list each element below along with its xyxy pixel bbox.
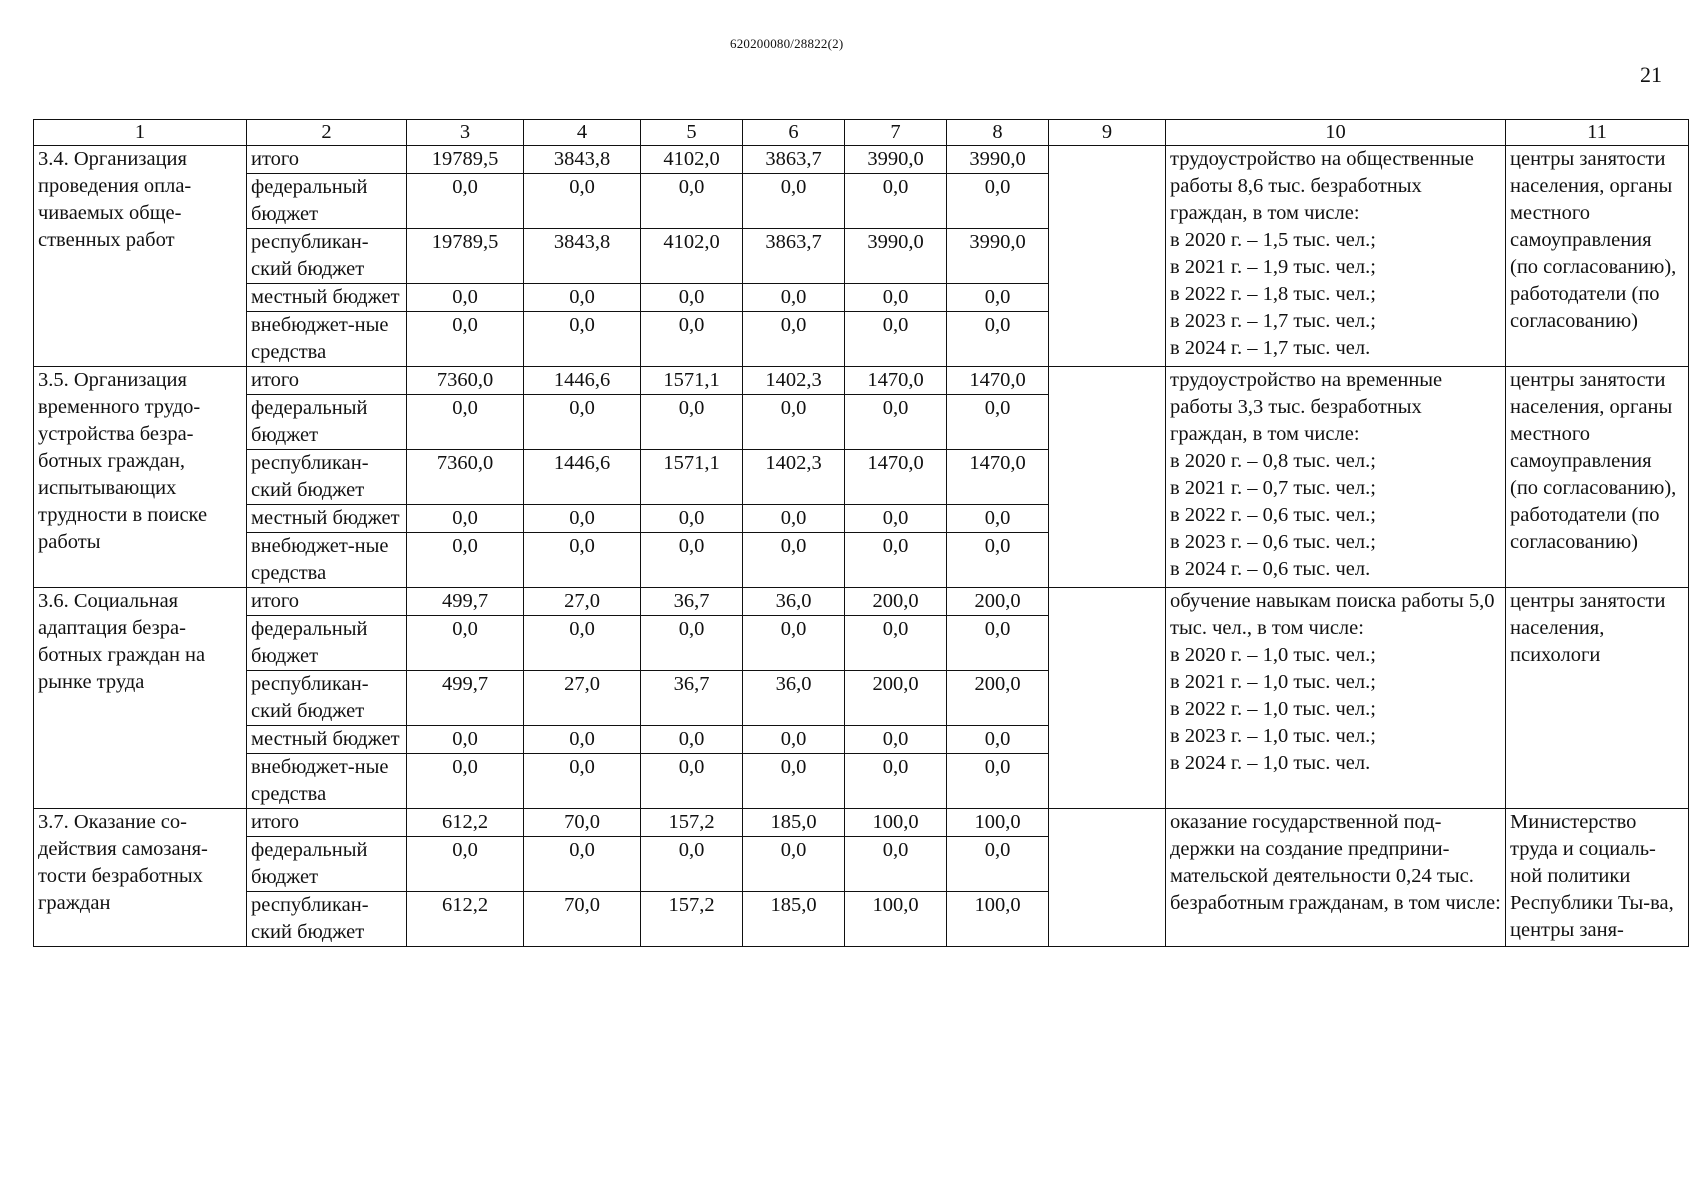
- amount-cell: 157,2: [641, 892, 743, 947]
- empty-cell: [1049, 809, 1166, 947]
- amount-cell: 0,0: [947, 837, 1049, 892]
- amount-cell: 19789,5: [407, 229, 524, 284]
- amount-cell: 0,0: [845, 837, 947, 892]
- funding-source-cell: местный бюджет: [247, 505, 407, 533]
- amount-cell: 70,0: [524, 809, 641, 837]
- activity-name-cell: 3.7. Оказание со-действия самозаня-тости безработных граждан: [34, 809, 247, 947]
- amount-cell: 0,0: [947, 174, 1049, 229]
- amount-cell: 0,0: [524, 505, 641, 533]
- amount-cell: 0,0: [524, 312, 641, 367]
- amount-cell: 3990,0: [845, 146, 947, 174]
- amount-cell: 100,0: [845, 809, 947, 837]
- column-numbers-row: [34, 120, 1689, 146]
- amount-cell: 0,0: [947, 726, 1049, 754]
- amount-cell: 1571,1: [641, 450, 743, 505]
- responsible-executors-cell: Министерство труда и социаль-ной политики Республики Ты-ва, центры заня-: [1506, 809, 1689, 947]
- table-row: [34, 588, 1689, 616]
- column-header: 3: [407, 120, 524, 146]
- amount-cell: 185,0: [743, 809, 845, 837]
- amount-cell: 0,0: [407, 505, 524, 533]
- amount-cell: 0,0: [947, 533, 1049, 588]
- amount-cell: 157,2: [641, 809, 743, 837]
- amount-cell: 0,0: [524, 726, 641, 754]
- amount-cell: 70,0: [524, 892, 641, 947]
- funding-source-cell: местный бюджет: [247, 726, 407, 754]
- amount-cell: 0,0: [524, 395, 641, 450]
- funding-source-cell: местный бюджет: [247, 284, 407, 312]
- amount-cell: 1470,0: [845, 367, 947, 395]
- funding-source-cell: федеральный бюджет: [247, 616, 407, 671]
- expected-result-cell: обучение навыкам поиска работы 5,0 тыс. чел., в том числе: в 2020 г. – 1,0 тыс. чел.; в 2021 г. – 1,0 тыс. чел.; в 2022 г. – 1,0 тыс. чел.; в 2023 г. – 1,0 тыс. чел.; в 2024 г. – 1,0 тыс. чел.: [1166, 588, 1506, 809]
- amount-cell: 0,0: [947, 284, 1049, 312]
- amount-cell: 3843,8: [524, 229, 641, 284]
- amount-cell: 0,0: [743, 312, 845, 367]
- amount-cell: 27,0: [524, 588, 641, 616]
- amount-cell: 1402,3: [743, 450, 845, 505]
- responsible-executors-cell: центры занятости населения, психологи: [1506, 588, 1689, 809]
- amount-cell: 200,0: [845, 588, 947, 616]
- amount-cell: 0,0: [845, 726, 947, 754]
- amount-cell: 0,0: [641, 616, 743, 671]
- amount-cell: 0,0: [743, 505, 845, 533]
- page-number: 21: [1640, 62, 1662, 87]
- expected-result-cell: трудоустройство на общественные работы 8,6 тыс. безработных граждан, в том числе: в 2020 г. – 1,5 тыс. чел.; в 2021 г. – 1,9 тыс. чел.; в 2022 г. – 1,8 тыс. чел.; в 2023 г. – 1,7 тыс. чел.; в 2024 г. – 1,7 тыс. чел.: [1166, 146, 1506, 367]
- column-header: 6: [743, 120, 845, 146]
- amount-cell: 3990,0: [947, 229, 1049, 284]
- amount-cell: 0,0: [407, 174, 524, 229]
- funding-source-cell: республикан-ский бюджет: [247, 229, 407, 284]
- empty-cell: [1049, 588, 1166, 809]
- document-id: 620200080/28822(2): [730, 36, 844, 51]
- amount-cell: 0,0: [743, 533, 845, 588]
- column-header: 9: [1049, 120, 1166, 146]
- amount-cell: 0,0: [641, 312, 743, 367]
- amount-cell: 100,0: [947, 892, 1049, 947]
- column-header: 5: [641, 120, 743, 146]
- amount-cell: 3990,0: [947, 146, 1049, 174]
- amount-cell: 0,0: [407, 312, 524, 367]
- amount-cell: 0,0: [845, 533, 947, 588]
- amount-cell: 3863,7: [743, 146, 845, 174]
- amount-cell: 27,0: [524, 671, 641, 726]
- amount-cell: 0,0: [947, 312, 1049, 367]
- funding-source-cell: итого: [247, 809, 407, 837]
- amount-cell: 0,0: [845, 395, 947, 450]
- column-header: 2: [247, 120, 407, 146]
- expected-result-cell: трудоустройство на временные работы 3,3 тыс. безработных граждан, в том числе: в 2020 г. – 0,8 тыс. чел.; в 2021 г. – 0,7 тыс. чел.; в 2022 г. – 0,6 тыс. чел.; в 2023 г. – 0,6 тыс. чел.; в 2024 г. – 0,6 тыс. чел.: [1166, 367, 1506, 588]
- table-row: [34, 146, 1689, 174]
- amount-cell: 4102,0: [641, 146, 743, 174]
- amount-cell: 0,0: [845, 174, 947, 229]
- amount-cell: 0,0: [743, 174, 845, 229]
- amount-cell: 0,0: [641, 533, 743, 588]
- amount-cell: 1446,6: [524, 450, 641, 505]
- amount-cell: 0,0: [524, 174, 641, 229]
- amount-cell: 36,0: [743, 588, 845, 616]
- column-header: 4: [524, 120, 641, 146]
- amount-cell: 1470,0: [947, 367, 1049, 395]
- amount-cell: 100,0: [947, 809, 1049, 837]
- amount-cell: 0,0: [641, 174, 743, 229]
- amount-cell: 200,0: [845, 671, 947, 726]
- program-activities-table: [33, 119, 1689, 947]
- amount-cell: 1402,3: [743, 367, 845, 395]
- amount-cell: 612,2: [407, 809, 524, 837]
- amount-cell: 1446,6: [524, 367, 641, 395]
- amount-cell: 0,0: [947, 395, 1049, 450]
- amount-cell: 0,0: [407, 837, 524, 892]
- amount-cell: 0,0: [524, 616, 641, 671]
- amount-cell: 0,0: [947, 616, 1049, 671]
- amount-cell: 7360,0: [407, 450, 524, 505]
- funding-source-cell: федеральный бюджет: [247, 837, 407, 892]
- amount-cell: 19789,5: [407, 146, 524, 174]
- amount-cell: 0,0: [641, 505, 743, 533]
- amount-cell: 0,0: [845, 754, 947, 809]
- amount-cell: 0,0: [845, 616, 947, 671]
- amount-cell: 0,0: [845, 312, 947, 367]
- funding-source-cell: федеральный бюджет: [247, 174, 407, 229]
- amount-cell: 612,2: [407, 892, 524, 947]
- amount-cell: 0,0: [407, 395, 524, 450]
- funding-source-cell: федеральный бюджет: [247, 395, 407, 450]
- amount-cell: 3843,8: [524, 146, 641, 174]
- amount-cell: 0,0: [641, 395, 743, 450]
- amount-cell: 0,0: [524, 533, 641, 588]
- amount-cell: 0,0: [524, 284, 641, 312]
- responsible-executors-cell: центры занятости населения, органы местного самоуправления (по согласованию), работодатели (по согласованию): [1506, 146, 1689, 367]
- amount-cell: 3990,0: [845, 229, 947, 284]
- amount-cell: 0,0: [407, 284, 524, 312]
- amount-cell: 0,0: [407, 754, 524, 809]
- amount-cell: 36,7: [641, 671, 743, 726]
- amount-cell: 499,7: [407, 671, 524, 726]
- amount-cell: 36,0: [743, 671, 845, 726]
- column-header: 11: [1506, 120, 1689, 146]
- expected-result-cell: оказание государственной под-держки на создание предприни-мательской деятельности 0,24 тыс. безработным гражданам, в том числе:: [1166, 809, 1506, 947]
- amount-cell: 100,0: [845, 892, 947, 947]
- amount-cell: 0,0: [641, 837, 743, 892]
- amount-cell: 0,0: [407, 533, 524, 588]
- column-header: 7: [845, 120, 947, 146]
- activity-name-cell: 3.6. Социальная адаптация безра-ботных граждан на рынке труда: [34, 588, 247, 809]
- amount-cell: 0,0: [641, 754, 743, 809]
- amount-cell: 0,0: [641, 284, 743, 312]
- funding-source-cell: итого: [247, 146, 407, 174]
- amount-cell: 0,0: [743, 754, 845, 809]
- amount-cell: 1470,0: [845, 450, 947, 505]
- amount-cell: 0,0: [743, 837, 845, 892]
- amount-cell: 1470,0: [947, 450, 1049, 505]
- empty-cell: [1049, 146, 1166, 367]
- amount-cell: 0,0: [947, 505, 1049, 533]
- table-row: [34, 367, 1689, 395]
- amount-cell: 0,0: [524, 837, 641, 892]
- amount-cell: 200,0: [947, 671, 1049, 726]
- empty-cell: [1049, 367, 1166, 588]
- amount-cell: 185,0: [743, 892, 845, 947]
- funding-source-cell: итого: [247, 367, 407, 395]
- responsible-executors-cell: центры занятости населения, органы местного самоуправления (по согласованию), работодатели (по согласованию): [1506, 367, 1689, 588]
- funding-source-cell: внебюджет-ные средства: [247, 312, 407, 367]
- funding-source-cell: внебюджет-ные средства: [247, 754, 407, 809]
- funding-source-cell: внебюджет-ные средства: [247, 533, 407, 588]
- amount-cell: 0,0: [407, 616, 524, 671]
- amount-cell: 0,0: [524, 754, 641, 809]
- table-body: [34, 146, 1689, 947]
- amount-cell: 0,0: [743, 726, 845, 754]
- amount-cell: 0,0: [845, 284, 947, 312]
- amount-cell: 4102,0: [641, 229, 743, 284]
- amount-cell: 7360,0: [407, 367, 524, 395]
- amount-cell: 0,0: [743, 284, 845, 312]
- activity-name-cell: 3.5. Организация временного трудо-устройства безра-ботных граждан, испытывающих трудности в поиске работы: [34, 367, 247, 588]
- funding-source-cell: республикан-ский бюджет: [247, 450, 407, 505]
- amount-cell: 0,0: [743, 616, 845, 671]
- activity-name-cell: 3.4. Организация проведения опла-чиваемых обще-ственных работ: [34, 146, 247, 367]
- amount-cell: 1571,1: [641, 367, 743, 395]
- column-header: 8: [947, 120, 1049, 146]
- amount-cell: 36,7: [641, 588, 743, 616]
- column-header: 1: [34, 120, 247, 146]
- amount-cell: 0,0: [947, 754, 1049, 809]
- amount-cell: 0,0: [845, 505, 947, 533]
- funding-source-cell: республикан-ский бюджет: [247, 671, 407, 726]
- amount-cell: 3863,7: [743, 229, 845, 284]
- column-header: 10: [1166, 120, 1506, 146]
- funding-source-cell: итого: [247, 588, 407, 616]
- amount-cell: 499,7: [407, 588, 524, 616]
- amount-cell: 0,0: [641, 726, 743, 754]
- table-row: [34, 809, 1689, 837]
- amount-cell: 0,0: [407, 726, 524, 754]
- amount-cell: 0,0: [743, 395, 845, 450]
- amount-cell: 200,0: [947, 588, 1049, 616]
- funding-source-cell: республикан-ский бюджет: [247, 892, 407, 947]
